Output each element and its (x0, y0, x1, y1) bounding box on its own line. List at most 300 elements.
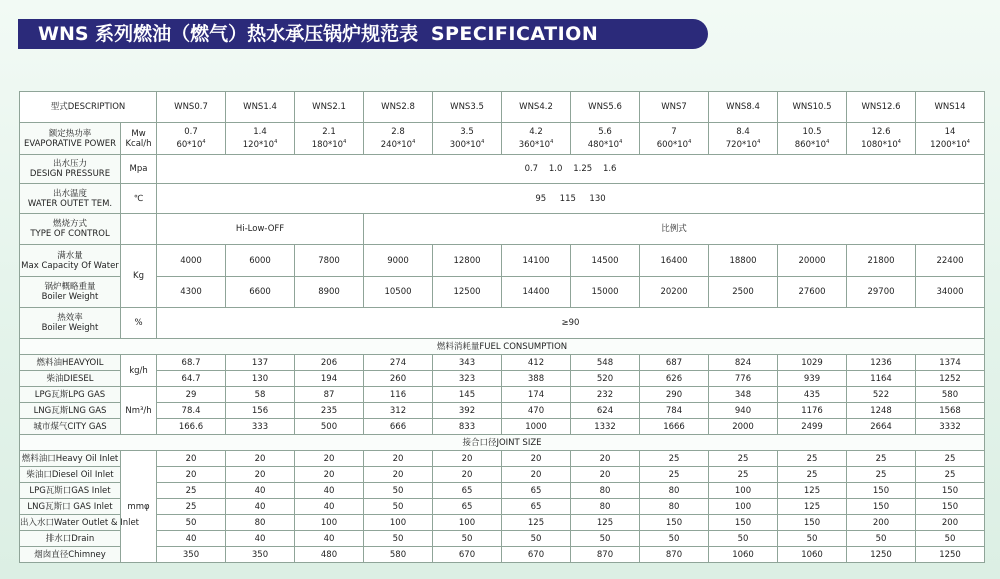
evap-kcal-base: 600*10 (656, 139, 689, 150)
evap-kcal (226, 137, 294, 150)
model-header: WNS10.5 (778, 92, 847, 123)
fuel-value: 522 (847, 387, 916, 403)
joint-value: 480 (295, 547, 364, 563)
evap-kcal-exp: 4 (343, 139, 347, 146)
header-description: 型式DESCRIPTION (20, 92, 157, 123)
fuel-value: 116 (364, 387, 433, 403)
evap-unit (121, 123, 157, 155)
weight-label-en: Boiler Weight (41, 292, 99, 302)
fuel-value: 3332 (916, 419, 985, 435)
fuel-value: 626 (640, 371, 709, 387)
evap-mw: 2.8 (391, 127, 405, 138)
fuel-value: 784 (640, 403, 709, 419)
evap-label-cn: 额定热功率 (48, 128, 92, 139)
fuel-value: 194 (295, 371, 364, 387)
joint-value: 20 (295, 467, 364, 483)
fuel-value: 274 (364, 355, 433, 371)
joint-value: 25 (640, 451, 709, 467)
fuel-row-label: LNG瓦斯LNG GAS (20, 403, 121, 419)
evap-kcal-exp: 4 (897, 139, 901, 146)
joint-value: 670 (433, 547, 502, 563)
fuel-value: 939 (778, 371, 847, 387)
evap-mw: 0.7 (184, 127, 198, 138)
joint-value: 580 (364, 547, 433, 563)
evap-kcal-base: 1200*10 (930, 139, 967, 150)
evap-kcal (295, 137, 363, 150)
joint-value: 50 (364, 499, 433, 515)
joint-section-title: 接合口径JOINT SIZE (20, 435, 985, 451)
fuel-value: 1374 (916, 355, 985, 371)
joint-value: 20 (433, 467, 502, 483)
fuel-value: 343 (433, 355, 502, 371)
table-row (20, 515, 985, 531)
model-header: WNS0.7 (157, 92, 226, 123)
table-row (20, 184, 985, 214)
joint-row-label: 烟囱直径Chimney (20, 547, 121, 563)
fuel-value: 2499 (778, 419, 847, 435)
fuel-value: 260 (364, 371, 433, 387)
joint-value: 870 (571, 547, 640, 563)
fuel-value: 166.6 (157, 419, 226, 435)
fuel-value: 290 (640, 387, 709, 403)
evap-kcal-base: 1080*10 (861, 139, 898, 150)
water-value: 16400 (640, 245, 709, 277)
evap-kcal (640, 137, 708, 150)
fuel-value: 940 (709, 403, 778, 419)
title-chinese: 系列燃油（燃气）热水承压锅炉规范表 (95, 23, 419, 45)
evap-value (709, 123, 778, 155)
fuel-value: 174 (502, 387, 571, 403)
table-row (20, 123, 985, 155)
temp-unit: ℃ (121, 184, 157, 214)
fuel-value: 1176 (778, 403, 847, 419)
joint-value: 20 (226, 467, 295, 483)
control-proportional: 比例式 (364, 214, 985, 245)
evap-kcal-base: 860*10 (794, 139, 827, 150)
fuel-unit-kg: kg/h (121, 355, 157, 387)
joint-value: 870 (640, 547, 709, 563)
joint-value: 25 (157, 483, 226, 499)
control-low: Hi-Low-OFF (157, 214, 364, 245)
pressure-label (20, 155, 121, 184)
evap-kcal-exp: 4 (412, 139, 416, 146)
model-header: WNS1.4 (226, 92, 295, 123)
joint-value: 50 (709, 531, 778, 547)
fuel-row-label: LPG瓦斯LPG GAS (20, 387, 121, 403)
joint-value: 50 (364, 483, 433, 499)
joint-value: 40 (157, 531, 226, 547)
fuel-value: 312 (364, 403, 433, 419)
evap-kcal-exp: 4 (966, 139, 970, 146)
joint-value: 25 (778, 451, 847, 467)
table-row (20, 419, 985, 435)
table-row (20, 403, 985, 419)
table-row (20, 483, 985, 499)
joint-value: 50 (640, 531, 709, 547)
joint-value: 20 (364, 467, 433, 483)
joint-value: 25 (778, 467, 847, 483)
evap-value (433, 123, 502, 155)
temp-label-cn: 出水温度 (52, 188, 87, 199)
water-label-en: Max Capacity Of Water (21, 260, 119, 271)
fuel-value: 235 (295, 403, 364, 419)
joint-unit: mmφ (121, 451, 157, 563)
fuel-value: 130 (226, 371, 295, 387)
evap-kcal-base: 60*10 (176, 139, 203, 150)
evap-label (20, 123, 121, 155)
fuel-unit-nm: Nm³/h (121, 387, 157, 435)
fuel-value: 1248 (847, 403, 916, 419)
fuel-value: 500 (295, 419, 364, 435)
joint-row-label: 出入水口Water Outlet & Inlet (20, 515, 121, 531)
joint-row-label: 燃料油口Heavy Oil Inlet (20, 451, 121, 467)
evap-kcal-base: 720*10 (725, 139, 758, 150)
evap-kcal-base: 300*10 (449, 139, 482, 150)
joint-row-label: 排水口Drain (20, 531, 121, 547)
joint-value: 65 (433, 483, 502, 499)
joint-value: 670 (502, 547, 571, 563)
table-row (20, 308, 985, 339)
fuel-value: 1164 (847, 371, 916, 387)
table-row (20, 355, 985, 371)
joint-value: 50 (916, 531, 985, 547)
evap-kcal-exp: 4 (202, 139, 206, 146)
joint-value: 80 (571, 499, 640, 515)
evap-kcal-base: 180*10 (311, 139, 344, 150)
table-row (20, 451, 985, 467)
control-unit (121, 214, 157, 245)
fuel-value: 87 (295, 387, 364, 403)
water-value: 18800 (709, 245, 778, 277)
fuel-value: 435 (778, 387, 847, 403)
joint-value: 150 (847, 499, 916, 515)
pressure-value: 0.7 1.0 1.25 1.6 (157, 155, 985, 184)
fuel-section-title: 燃料消耗量FUEL CONSUMPTION (20, 339, 985, 355)
joint-value: 150 (709, 515, 778, 531)
fuel-value: 1252 (916, 371, 985, 387)
weight-value: 6600 (226, 277, 295, 308)
unit-kcal: Kcal/h (125, 138, 152, 149)
fuel-row-label: 柴油DIESEL (20, 371, 121, 387)
evap-mw: 4.2 (529, 127, 543, 138)
joint-value: 25 (709, 451, 778, 467)
joint-value: 1250 (847, 547, 916, 563)
joint-value: 20 (157, 467, 226, 483)
evap-kcal (778, 137, 846, 150)
joint-value: 100 (709, 499, 778, 515)
fuel-value: 687 (640, 355, 709, 371)
efficiency-label (20, 308, 121, 339)
temp-label-en: WATER OUTET TEM. (27, 198, 113, 209)
joint-value: 200 (916, 515, 985, 531)
water-value: 22400 (916, 245, 985, 277)
joint-value: 1060 (709, 547, 778, 563)
efficiency-unit: % (121, 308, 157, 339)
efficiency-label-en: Boiler Weight (41, 323, 99, 333)
joint-value: 1250 (916, 547, 985, 563)
joint-value: 50 (778, 531, 847, 547)
fuel-value: 145 (433, 387, 502, 403)
fuel-value: 1236 (847, 355, 916, 371)
evap-value (640, 123, 709, 155)
weight-value: 15000 (571, 277, 640, 308)
fuel-value: 156 (226, 403, 295, 419)
evap-label-en: EVAPORATIVE POWER (23, 138, 117, 149)
water-value: 6000 (226, 245, 295, 277)
title-model: WNS (38, 23, 89, 45)
fuel-value: 323 (433, 371, 502, 387)
fuel-value: 392 (433, 403, 502, 419)
table-row (20, 339, 985, 355)
joint-value: 125 (778, 483, 847, 499)
fuel-value: 824 (709, 355, 778, 371)
fuel-value: 580 (916, 387, 985, 403)
fuel-value: 412 (502, 355, 571, 371)
weight-value: 4300 (157, 277, 226, 308)
table-row (20, 435, 985, 451)
evap-mw: 3.5 (460, 127, 474, 138)
control-label-cn: 燃烧方式 (52, 219, 87, 229)
fuel-value: 1666 (640, 419, 709, 435)
joint-value: 40 (226, 499, 295, 515)
joint-value: 40 (295, 499, 364, 515)
weight-value: 12500 (433, 277, 502, 308)
fuel-value: 388 (502, 371, 571, 387)
fuel-value: 137 (226, 355, 295, 371)
joint-value: 80 (640, 499, 709, 515)
efficiency-label-cn: 热效率 (57, 313, 83, 323)
joint-value: 50 (502, 531, 571, 547)
table-row (20, 371, 985, 387)
joint-value: 125 (778, 499, 847, 515)
pressure-label-en: DESIGN PRESSURE (29, 169, 111, 179)
evap-kcal-exp: 4 (688, 139, 692, 146)
joint-value: 20 (571, 451, 640, 467)
evap-mw: 7 (671, 127, 677, 138)
evap-kcal-base: 240*10 (380, 139, 413, 150)
joint-value: 150 (916, 499, 985, 515)
joint-row-label: 柴油口Diesel Oil Inlet (20, 467, 121, 483)
fuel-value: 78.4 (157, 403, 226, 419)
temp-value: 95 115 130 (157, 184, 985, 214)
water-value: 9000 (364, 245, 433, 277)
evap-kcal-exp: 4 (481, 139, 485, 146)
table-row (20, 277, 985, 308)
model-header: WNS5.6 (571, 92, 640, 123)
efficiency-value: ≥90 (157, 308, 985, 339)
water-value: 4000 (157, 245, 226, 277)
joint-value: 20 (502, 451, 571, 467)
control-label (20, 214, 121, 245)
joint-value: 65 (502, 483, 571, 499)
joint-value: 100 (295, 515, 364, 531)
temp-label (20, 184, 121, 214)
evap-kcal (433, 137, 501, 150)
fuel-value: 666 (364, 419, 433, 435)
joint-value: 80 (226, 515, 295, 531)
fuel-value: 548 (571, 355, 640, 371)
evap-value (778, 123, 847, 155)
water-value: 7800 (295, 245, 364, 277)
joint-value: 50 (157, 515, 226, 531)
fuel-value: 1029 (778, 355, 847, 371)
joint-value: 200 (847, 515, 916, 531)
unit-mw: Mw (131, 128, 146, 139)
water-value: 20000 (778, 245, 847, 277)
joint-value: 150 (640, 515, 709, 531)
evap-kcal-base: 120*10 (242, 139, 275, 150)
joint-value: 20 (364, 451, 433, 467)
fuel-value: 58 (226, 387, 295, 403)
water-value: 14100 (502, 245, 571, 277)
joint-value: 25 (157, 499, 226, 515)
joint-value: 20 (571, 467, 640, 483)
weight-label (20, 277, 121, 308)
fuel-row-label: 城市煤气CITY GAS (20, 419, 121, 435)
evap-kcal (847, 137, 915, 150)
joint-value: 25 (916, 451, 985, 467)
fuel-value: 1568 (916, 403, 985, 419)
weight-value: 10500 (364, 277, 433, 308)
fuel-value: 206 (295, 355, 364, 371)
model-header: WNS12.6 (847, 92, 916, 123)
water-label (20, 245, 121, 277)
evap-kcal (502, 137, 570, 150)
model-header: WNS14 (916, 92, 985, 123)
joint-value: 40 (295, 483, 364, 499)
model-header: WNS4.2 (502, 92, 571, 123)
evap-value (364, 123, 433, 155)
title-specification: SPECIFICATION (430, 23, 599, 45)
joint-value: 100 (433, 515, 502, 531)
fuel-value: 348 (709, 387, 778, 403)
joint-value: 65 (433, 499, 502, 515)
joint-value: 65 (502, 499, 571, 515)
model-header: WNS8.4 (709, 92, 778, 123)
joint-value: 20 (157, 451, 226, 467)
weight-value: 27600 (778, 277, 847, 308)
water-label-cn: 满水量 (57, 250, 83, 261)
fuel-value: 64.7 (157, 371, 226, 387)
joint-value: 25 (640, 467, 709, 483)
joint-value: 150 (847, 483, 916, 499)
table-row (20, 245, 985, 277)
joint-value: 20 (433, 451, 502, 467)
fuel-value: 833 (433, 419, 502, 435)
joint-value: 25 (847, 467, 916, 483)
evap-kcal-base: 360*10 (518, 139, 551, 150)
evap-kcal (364, 137, 432, 150)
evap-mw: 2.1 (322, 127, 336, 138)
joint-value: 20 (295, 451, 364, 467)
weight-value: 20200 (640, 277, 709, 308)
water-value: 14500 (571, 245, 640, 277)
evap-value (847, 123, 916, 155)
table-row (20, 467, 985, 483)
joint-value: 20 (226, 451, 295, 467)
evap-kcal-exp: 4 (619, 139, 623, 146)
joint-value: 40 (226, 531, 295, 547)
model-header: WNS7 (640, 92, 709, 123)
fuel-value: 2664 (847, 419, 916, 435)
evap-mw: 8.4 (736, 127, 750, 138)
table-row (20, 155, 985, 184)
evap-kcal (709, 137, 777, 150)
fuel-value: 776 (709, 371, 778, 387)
evap-value (916, 123, 985, 155)
joint-value: 50 (847, 531, 916, 547)
fuel-value: 1000 (502, 419, 571, 435)
joint-value: 350 (157, 547, 226, 563)
weight-value: 29700 (847, 277, 916, 308)
joint-value: 80 (571, 483, 640, 499)
evap-mw: 5.6 (598, 127, 612, 138)
joint-value: 40 (295, 531, 364, 547)
fuel-value: 333 (226, 419, 295, 435)
fuel-value: 2000 (709, 419, 778, 435)
joint-value: 150 (916, 483, 985, 499)
evap-kcal-base: 480*10 (587, 139, 620, 150)
fuel-value: 232 (571, 387, 640, 403)
joint-value: 80 (640, 483, 709, 499)
joint-value: 25 (916, 467, 985, 483)
evap-value (502, 123, 571, 155)
joint-value: 25 (709, 467, 778, 483)
table-row (20, 547, 985, 563)
fuel-value: 520 (571, 371, 640, 387)
weight-label-cn: 锅炉概略重量 (44, 282, 96, 292)
fuel-value: 624 (571, 403, 640, 419)
evap-value (226, 123, 295, 155)
fuel-row-label: 燃料油HEAVYOIL (20, 355, 121, 371)
joint-value: 125 (571, 515, 640, 531)
fuel-value: 68.7 (157, 355, 226, 371)
weight-value: 8900 (295, 277, 364, 308)
evap-value (571, 123, 640, 155)
evap-mw: 1.4 (253, 127, 267, 138)
table-row (20, 387, 985, 403)
table-row (20, 214, 985, 245)
joint-value: 125 (502, 515, 571, 531)
weight-value: 14400 (502, 277, 571, 308)
water-value: 21800 (847, 245, 916, 277)
evap-mw: 12.6 (871, 127, 891, 138)
joint-row-label: LNG瓦斯口 GAS Inlet (20, 499, 121, 515)
evap-mw: 14 (944, 127, 956, 138)
table-row (20, 92, 985, 123)
evap-kcal-exp: 4 (757, 139, 761, 146)
evap-kcal-exp: 4 (826, 139, 830, 146)
specification-table (19, 91, 985, 563)
evap-mw: 10.5 (802, 127, 822, 138)
joint-row-label: LPG瓦斯口GAS Inlet (20, 483, 121, 499)
fuel-value: 29 (157, 387, 226, 403)
evap-kcal (916, 137, 984, 150)
table-row (20, 499, 985, 515)
joint-value: 20 (502, 467, 571, 483)
joint-value: 100 (364, 515, 433, 531)
pressure-label-cn: 出水压力 (52, 159, 87, 169)
evap-kcal (571, 137, 639, 150)
fuel-value: 470 (502, 403, 571, 419)
joint-value: 25 (847, 451, 916, 467)
table-row (20, 531, 985, 547)
joint-value: 40 (226, 483, 295, 499)
joint-value: 50 (571, 531, 640, 547)
model-header: WNS2.8 (364, 92, 433, 123)
evap-value (157, 123, 226, 155)
model-header: WNS2.1 (295, 92, 364, 123)
